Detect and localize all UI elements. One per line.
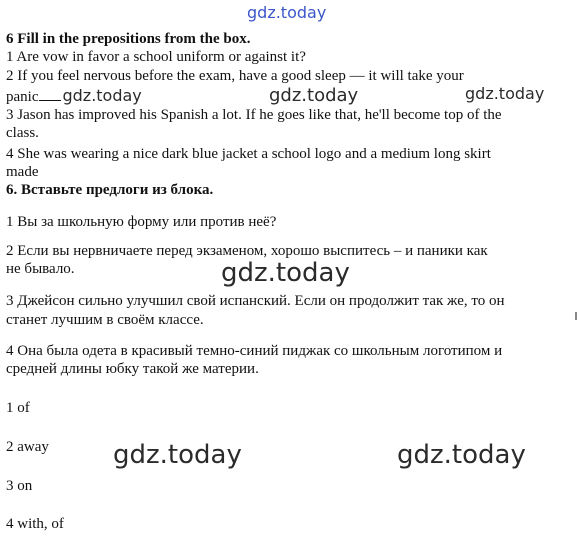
question-2-en-line-1: 2 If you feel nervous before the exam, have a good sleep — it will take your <box>6 68 464 84</box>
answer-2: 2 away <box>6 439 49 455</box>
exercise-title-en: 6 Fill in the prepositions from the box. <box>6 31 251 47</box>
answer-3: 3 on <box>6 478 33 494</box>
answer-blank <box>39 88 61 101</box>
watermark-bottom-right: gdz.today <box>397 440 526 470</box>
watermark-bottom-left: gdz.today <box>113 440 242 470</box>
watermark-mid-2: gdz.today <box>221 258 350 288</box>
question-3-ru-line-2: станет лучшим в своём классе. <box>6 312 204 328</box>
watermark-inline: gdz.today <box>62 86 142 105</box>
question-4-ru-line-2: средней длины юбку такой же материи. <box>6 361 259 377</box>
question-1-en: 1 Are vow in favor a school uniform or against it? <box>6 49 306 65</box>
question-4-en-line-1: 4 She was wearing a nice dark blue jacket a school logo and a medium long skirt <box>6 146 491 162</box>
watermark-top: gdz.today <box>247 3 327 22</box>
question-2-ru-line-2: не бывало. <box>6 261 75 277</box>
question-3-en-line-2: class. <box>6 125 39 141</box>
watermark-right-1: gdz.today <box>465 84 545 103</box>
answer-4: 4 with, of <box>6 516 64 532</box>
question-4-en-line-2: made <box>6 164 39 180</box>
question-2-en-line-2-text: panic <box>6 89 39 105</box>
question-1-ru: 1 Вы за школьную форму или против неё? <box>6 214 277 230</box>
question-3-en-line-1: 3 Jason has improved his Spanish a lot. If he goes like that, he'll become top of the <box>6 107 502 123</box>
answer-1: 1 of <box>6 400 30 416</box>
exercise-title-ru: 6. Вставьте предлоги из блока. <box>6 182 214 198</box>
watermark-mid-1: gdz.today <box>269 85 359 106</box>
question-2-ru-line-1: 2 Если вы нервничаете перед экзаменом, хорошо выспитесь – и паники как <box>6 243 488 259</box>
question-3-ru-line-1: 3 Джейсон сильно улучшил свой испанский. Если он продолжит так же, то он <box>6 293 505 309</box>
question-4-ru-line-1: 4 Она была одета в красивый темно-синий пиджак со школьным логотипом и <box>6 343 503 359</box>
question-2-en-line-2 <box>6 87 142 106</box>
